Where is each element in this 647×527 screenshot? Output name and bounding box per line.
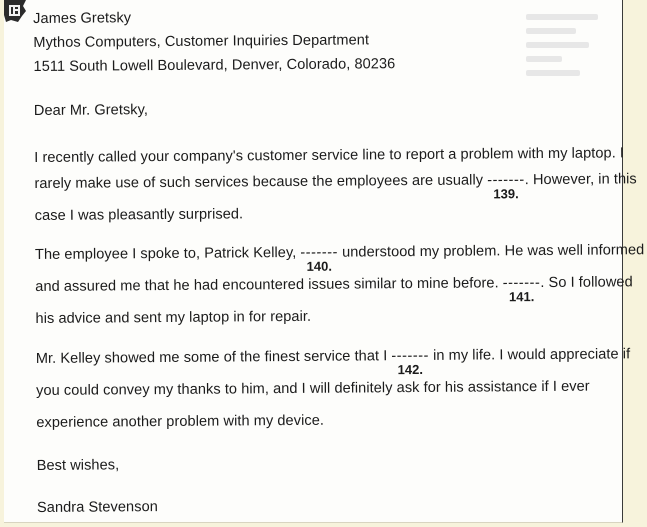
blank-140 (300, 244, 338, 274)
recipient-address: 1511 South Lowell Boulevard, Denver, Colorado, 80236 (33, 56, 396, 75)
question-number-142: 142. (397, 361, 423, 378)
signature: Sandra Stevenson (36, 499, 158, 516)
closing: Best wishes, (36, 457, 120, 474)
letter-page (4, 0, 645, 523)
paragraph-3-line-3: experience another problem with my device. (36, 412, 325, 431)
blank-139 (487, 172, 525, 202)
blank-line: ------- (300, 244, 338, 261)
text-segment: understood my problem. He was well informed (341, 242, 645, 261)
text-segment: and assured me that he had encountered issues similar to mine before. (35, 275, 499, 295)
recipient-company: Mythos Computers, Customer Inquiries Department (33, 32, 370, 51)
paragraph-3-line-1 (35, 346, 631, 378)
blank-line: ------- (502, 275, 541, 292)
blank-141 (502, 275, 541, 305)
seal-icon (4, 0, 26, 22)
paragraph-2-line-2 (35, 274, 633, 305)
text-segment: rarely make use of such services because the employees are usually (34, 172, 484, 192)
paragraph-2-line-1 (34, 242, 645, 274)
blank-142 (391, 347, 429, 378)
paragraph-1-line-2 (34, 171, 637, 202)
text-segment: . So I followed (540, 274, 633, 292)
question-number-141: 141. (508, 289, 535, 305)
paragraph-2-line-3: his advice and sent my laptop in for repair. (35, 308, 312, 327)
text-segment: The employee I spoke to, Patrick Kelley, (34, 244, 297, 263)
faded-background-text (526, 6, 616, 116)
blank-line: ------- (487, 172, 525, 189)
blank-line: ------- (391, 347, 429, 365)
paragraph-3-line-2: you could convey my thanks to him, and I will definitely ask for his assistance if I ever (36, 378, 590, 399)
salutation: Dear Mr. Gretsky, (33, 102, 149, 119)
text-segment: Mr. Kelley showed me some of the finest service that I (35, 348, 388, 367)
paragraph-1-line-1: I recently called your company's customer service line to report a problem with my laptop. I (34, 145, 625, 166)
recipient-name: James Gretsky (33, 10, 132, 27)
question-number-140: 140. (306, 258, 332, 274)
text-segment: in my life. I would appreciate if (432, 346, 631, 364)
text-segment: . However, in this (524, 171, 637, 189)
question-number-139: 139. (493, 186, 519, 202)
paragraph-1-line-3: case I was pleasantly surprised. (34, 206, 244, 224)
